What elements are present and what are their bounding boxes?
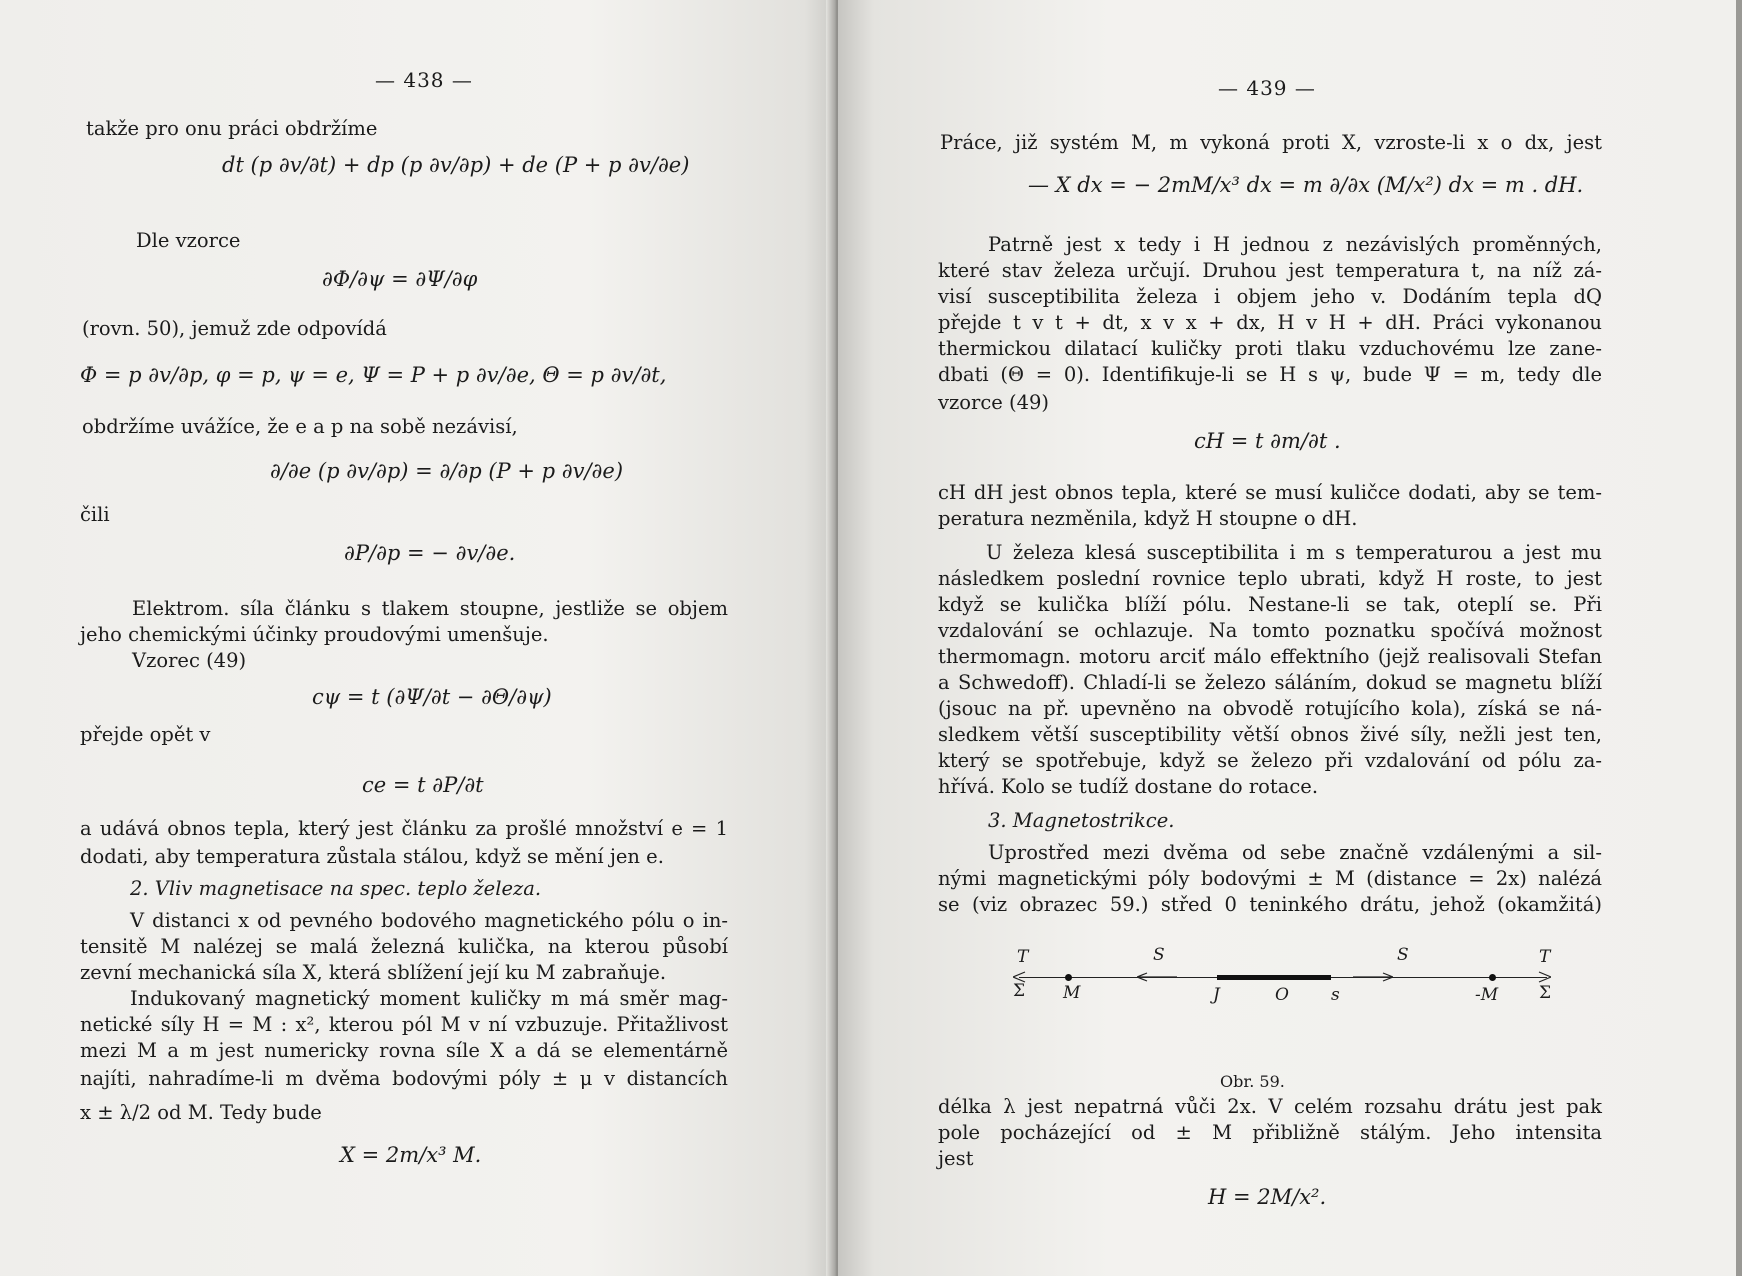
- label-sigma: Σ: [1539, 983, 1552, 1003]
- paragraph-line: vzdalování se ochlazuje. Na tomto poznatku spočívá možnost: [938, 619, 1602, 642]
- arrow-left-icon: [1137, 971, 1177, 983]
- paragraph-line: se (viz obrazec 59.) střed 0 teninkého drátu, jehož (okamžitá): [938, 893, 1602, 916]
- label-s: s: [1331, 985, 1340, 1005]
- arrow-right-icon: [1353, 971, 1393, 983]
- equation: ∂Φ/∂ψ = ∂Ψ/∂φ: [322, 267, 478, 291]
- pole-point: [1489, 974, 1496, 981]
- label-O: O: [1275, 985, 1289, 1005]
- equation: ∂P/∂p = − ∂v/∂e.: [344, 541, 516, 565]
- paragraph-line: a udává obnos tepla, který jest článku za prošlé množství e = 1: [80, 817, 728, 840]
- text-line: přejde opět v: [80, 723, 211, 746]
- equation: cψ = t (∂Ψ/∂t − ∂Θ/∂ψ): [312, 685, 552, 709]
- paragraph-line: délka λ jest nepatrná vůči 2x. V celém rozsahu drátu jest pak: [938, 1095, 1602, 1118]
- paragraph-line: mezi M a m jest numericky rovna síle X a dá se elementárně: [80, 1039, 728, 1062]
- paragraph-line: Uprostřed mezi dvěma od sebe značně vzdálenými a sil-: [988, 841, 1602, 864]
- equation: H = 2M/x².: [1208, 1185, 1327, 1209]
- paragraph-line: netické síly H = M : x², kterou pól M v ní vzbuzuje. Přitažlivost: [80, 1013, 728, 1036]
- paragraph-line: Elektrom. síla článku s tlakem stoupne, jestliže se objem: [132, 597, 728, 620]
- paragraph-line: zevní mechanická síla X, která sblížení její ku M zabraňuje.: [80, 961, 667, 984]
- equation: X = 2m/x³ M.: [340, 1143, 482, 1167]
- page-number: — 438 —: [375, 68, 473, 92]
- label-sigma: Σ: [1013, 981, 1026, 1001]
- paragraph-line: Práce, již systém M, m vykoná proti X, vzroste-li x o dx, jest: [940, 131, 1602, 154]
- paragraph-line: (jsouc na př. upevněno na obvodě rotujícího kola), získá se ná-: [938, 697, 1602, 720]
- paragraph-line: najíti, nahradíme-li m dvěma bodovými póly ± μ v distancích: [80, 1067, 728, 1090]
- label-J: J: [1213, 985, 1220, 1005]
- paragraph-line: V distanci x od pevného bodového magnetického pólu o in-: [130, 909, 728, 932]
- paragraph-line: vzorce (49): [938, 391, 1050, 414]
- paragraph-line: thermomagn. motoru arciť málo effektního (jejž realisovali Stefan: [938, 645, 1602, 668]
- paragraph-line: Patrně jest x tedy i H jednou z nezávislých proměnných,: [988, 233, 1602, 256]
- page-edge: [1736, 0, 1742, 1276]
- label-T: T: [1539, 947, 1551, 967]
- paragraph-line: tensitě M nalézej se malá železná kulička, na kterou působí: [80, 935, 728, 958]
- paragraph-line: které stav železa určují. Druhou jest temperatura t, na níž zá-: [938, 259, 1602, 282]
- paragraph-line: hřívá. Kolo se tudíž dostane do rotace.: [938, 775, 1319, 798]
- section-heading: 2. Vliv magnetisace na spec. teplo železa.: [130, 877, 542, 900]
- equation: Φ = p ∂v/∂p, φ = p, ψ = e, Ψ = P + p ∂v/∂e, Θ = p ∂v/∂t,: [80, 363, 667, 387]
- left-page: [0, 0, 838, 1276]
- paragraph-line: U železa klesá susceptibilita i m s temperaturou a jest mu: [986, 541, 1602, 564]
- equation: ce = t ∂P/∂t: [362, 773, 484, 797]
- paragraph-line: cH dH jest obnos tepla, které se musí kuličce dodati, aby se tem-: [938, 481, 1602, 504]
- paragraph-line: x ± λ/2 od M. Tedy bude: [80, 1101, 322, 1124]
- paragraph-line: thermickou dilatací kuličky proti tlaku vzduchovému lze zane-: [938, 337, 1602, 360]
- pole-point: [1065, 974, 1072, 981]
- equation: ∂/∂e (p ∂v/∂p) = ∂/∂p (P + p ∂v/∂e): [270, 459, 624, 483]
- wire-segment: [1217, 975, 1331, 980]
- label-T: T: [1017, 947, 1029, 967]
- paragraph-line: Indukovaný magnetický moment kuličky m má směr mag-: [130, 987, 728, 1010]
- equation: dt (p ∂v/∂t) + dp (p ∂v/∂p) + de (P + p ∂v/∂e): [222, 153, 690, 177]
- paragraph-line: visí susceptibilita železa i objem jeho v. Dodáním tepla dQ: [938, 285, 1602, 308]
- paragraph-line: dbati (Θ = 0). Identifikuje-li se H s ψ, bude Ψ = m, tedy dle: [938, 363, 1602, 386]
- text-line: (rovn. 50), jemuž zde odpovídá: [82, 317, 387, 340]
- paragraph-line: který se spotřebuje, když se železo při vzdalování od pólu za-: [938, 749, 1602, 772]
- text-line: obdržíme uvážíce, že e a p na sobě nezávisí,: [82, 415, 518, 438]
- paragraph-line: dodati, aby temperatura zůstala stálou, když se mění jen e.: [80, 845, 664, 868]
- right-page: [838, 0, 1742, 1276]
- paragraph-line: pole pocházející od ± M přibližně stálým. Jeho intensita: [938, 1121, 1602, 1144]
- paragraph-line: jest: [938, 1147, 974, 1170]
- label-S: S: [1397, 945, 1409, 965]
- paragraph-line: peratura nezměnila, když H stoupne o dH.: [938, 507, 1358, 530]
- page-number: — 439 —: [1218, 76, 1316, 100]
- paragraph-line: když se kulička blíží pólu. Nestane-li se tak, oteplí se. Při: [938, 593, 1602, 616]
- section-heading: 3. Magnetostrikce.: [988, 809, 1175, 832]
- text-line: Dle vzorce: [136, 229, 241, 252]
- text-line: Vzorec (49): [132, 649, 247, 672]
- paragraph-line: přejde t v t + dt, x v x + dx, H v H + dH. Práci vykonanou: [938, 311, 1602, 334]
- equation: — X dx = − 2mM/x³ dx = m ∂/∂x (M/x²) dx = m . dH.: [1028, 173, 1584, 197]
- paragraph-line: a Schwedoff). Chladí-li se železo sáláním, dokud se magnetu blíží: [938, 671, 1602, 694]
- figure-59: [1013, 945, 1583, 1050]
- label-minus-M: -M: [1475, 985, 1499, 1005]
- paragraph-line: nými magnetickými póly bodovými ± M (distance = 2x) nalézá: [938, 867, 1602, 890]
- text-line: čili: [80, 503, 110, 526]
- equation: cH = t ∂m/∂t .: [1194, 429, 1341, 453]
- arrow-right-icon: [1531, 971, 1551, 983]
- paragraph-line: sledkem větší susceptibility větší obnos živé síly, nežli jest ten,: [938, 723, 1602, 746]
- label-M: M: [1063, 983, 1081, 1003]
- text-line: takže pro onu práci obdržíme: [86, 117, 378, 140]
- figure-caption: Obr. 59.: [1220, 1072, 1285, 1091]
- paragraph-line: následkem poslední rovnice teplo ubrati, když H roste, to jest: [938, 567, 1602, 590]
- label-S: S: [1153, 945, 1165, 965]
- paragraph-line: jeho chemickými účinky proudovými umenšuje.: [80, 623, 549, 646]
